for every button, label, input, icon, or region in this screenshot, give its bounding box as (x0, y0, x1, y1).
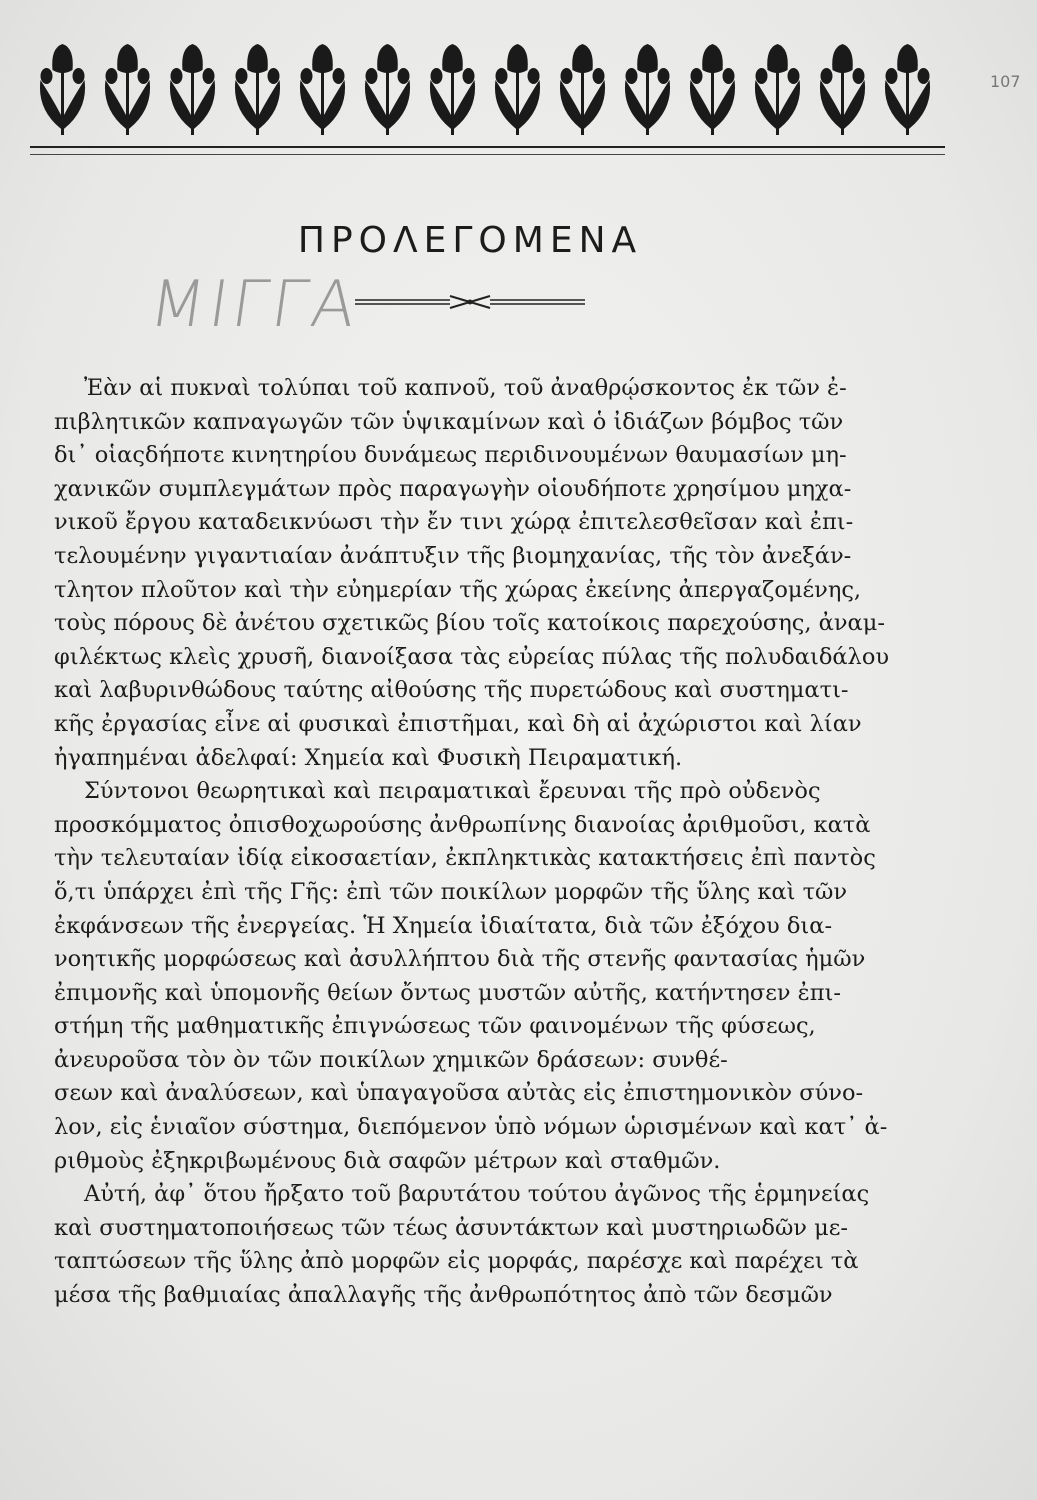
text-line: πιβλητικῶν καπναγωγῶν τῶν ὑψικαμίνων καὶ ὁ ἰδιάζων βόμβος τῶν (54, 408, 844, 435)
tulip-ornament (885, 44, 930, 135)
text-line: μέσα τῆς βαθμιαίας ἀπαλλαγῆς τῆς ἀνθρωπότητος ἀπὸ τῶν δεσμῶν (54, 1282, 833, 1309)
tulip-ornament (755, 44, 800, 135)
text-line: Σύντονοι θεωρητικαὶ καὶ πειραματικαὶ ἔρευναι τῆς πρὸ οὐδενὸς (84, 778, 821, 805)
text-line: κῆς ἐργασίας εἶνε αἱ φυσικαὶ ἐπιστῆμαι, καὶ δὴ αἱ ἀχώριστοι καὶ λίαν (54, 710, 862, 737)
page-title: ΠΡΟΛΕΓΟΜΕΝΑ (297, 220, 643, 261)
tulip-ornament (820, 44, 865, 135)
text-line: ταπτώσεων τῆς ὕλης ἀπὸ μορφῶν εἰς μορφάς, παρέσχε καὶ παρέχει τὰ (54, 1248, 859, 1275)
text-line: καὶ λαβυρινθώδους ταύτης αἰθούσης τῆς πυρετώδους καὶ συστηματι- (54, 677, 849, 704)
text-line: ὅ,τι ὑπάρχει ἐπὶ τῆς Γῆς: ἐπὶ τῶν ποικίλων μορφῶν τῆς ὕλης καὶ τῶν (54, 878, 848, 905)
text-line: τελουμένην γιγαντιαίαν ἀνάπτυξιν τῆς βιομηχανίας, τῆς τὸν ἀνεξάν- (54, 542, 852, 569)
title-divider (350, 292, 590, 312)
tulip-ornament (625, 44, 670, 135)
text-line: ἀνευροῦσα τὸν ὸν τῶν ποικίλων χημικῶν δράσεων: συνθέ- (54, 1046, 728, 1073)
text-line: Αὐτή, ἀφ᾽ ὅτου ἤρξατο τοῦ βαρυτάτου τούτου ἀγῶνος τῆς ἑρμηνείας (84, 1181, 870, 1208)
paragraph (54, 775, 946, 1178)
text-line: φιλέκτως κλεὶς χρυσῆ, διανοίξασα τὰς εὐρείας πύλας τῆς πολυδαιδάλου (54, 643, 890, 670)
text-line: Ἐὰν αἱ πυκναὶ τολύπαι τοῦ καπνοῦ, τοῦ ἀναθρῴσκοντος ἐκ τῶν ἐ- (84, 375, 847, 401)
corner-mark: 107 (990, 72, 1021, 91)
text-line: ἐκφάνσεων τῆς ἐνεργείας. Ἡ Χημεία ἰδιαίτατα, διὰ τῶν ἐξόχου δια- (54, 912, 833, 939)
floral-ornament-band (30, 40, 940, 140)
text-line: τὴν τελευταίαν ἰδίᾳ εἰκοσαετίαν, ἐκπληκτικὰς κατακτήσεις ἐπὶ παντὸς (54, 845, 876, 872)
tulip-ornament (365, 44, 410, 135)
paragraph (54, 1178, 946, 1312)
tulip-ornament (690, 44, 735, 135)
text-line: χανικῶν συμπλεγμάτων πρὸς παραγωγὴν οἱουδήποτε χρησίμου μηχα- (54, 475, 852, 502)
text-line: σεων καὶ ἀναλύσεων, καὶ ὑπαγαγοῦσα αὐτὰς εἰς ἐπιστημονικὸν σύνο- (54, 1080, 864, 1107)
tulip-ornament (560, 44, 605, 135)
paragraph (54, 372, 946, 775)
tulip-ornament (40, 44, 85, 135)
tulip-ornament (105, 44, 150, 135)
text-line: νικοῦ ἔργου καταδεικνύωσι τὴν ἔν τινι χώρᾳ ἐπιτελεσθεῖσαν καὶ ἐπι- (54, 509, 854, 536)
handwritten-note: ΜΙΓΓΑ (144, 268, 365, 342)
body-text (54, 372, 946, 1313)
tulip-ornament (430, 44, 475, 135)
text-line: νοητικῆς μορφώσεως καὶ ἀσυλλήπτου διὰ τῆς στενῆς φαντασίας ἡμῶν (54, 946, 866, 973)
tulip-ornament (495, 44, 540, 135)
tulip-ornament (235, 44, 280, 135)
top-rule (30, 146, 945, 155)
text-line: ριθμοὺς ἐξηκριβωμένους διὰ σαφῶν μέτρων καὶ σταθμῶν. (54, 1147, 721, 1174)
tulip-ornament (300, 44, 345, 135)
text-line: ἠγαπημέναι ἀδελφαί: Χημεία καὶ Φυσικὴ Πειραματική. (54, 744, 683, 771)
tulip-ornament (170, 44, 215, 135)
text-line: τλητον πλοῦτον καὶ τὴν εὐημερίαν τῆς χώρας ἐκείνης ἀπεργαζομένης, (54, 576, 862, 603)
text-line: ἐπιμονῆς καὶ ὑπομονῆς θείων ὄντως μυστῶν αὐτῆς, κατήντησεν ἐπι- (54, 979, 841, 1006)
text-line: στήμη τῆς μαθηματικῆς ἐπιγνώσεως τῶν φαινομένων τῆς φύσεως, (54, 1013, 816, 1040)
text-line: λον, εἰς ἑνιαῖον σύστημα, διεπόμενον ὑπὸ νόμων ὡρισμένων καὶ κατ᾽ ἀ- (54, 1114, 888, 1141)
text-line: δι᾽ οἱαςδήποτε κινητηρίου δυνάμεως περιδινουμένων θαυμασίων μη- (54, 442, 847, 469)
text-line: προσκόμματος ὀπισθοχωρούσης ἀνθρωπίνης διανοίας ἀριθμοῦσι, κατὰ (54, 811, 871, 838)
text-line: καὶ συστηματοποιήσεως τῶν τέως ἀσυντάκτων καὶ μυστηριωδῶν με- (54, 1214, 849, 1241)
text-line: τοὺς πόρους δὲ ἀνέτου σχετικῶς βίου τοῖς κατοίκοις παρεχούσης, ἀναμ- (54, 610, 885, 637)
